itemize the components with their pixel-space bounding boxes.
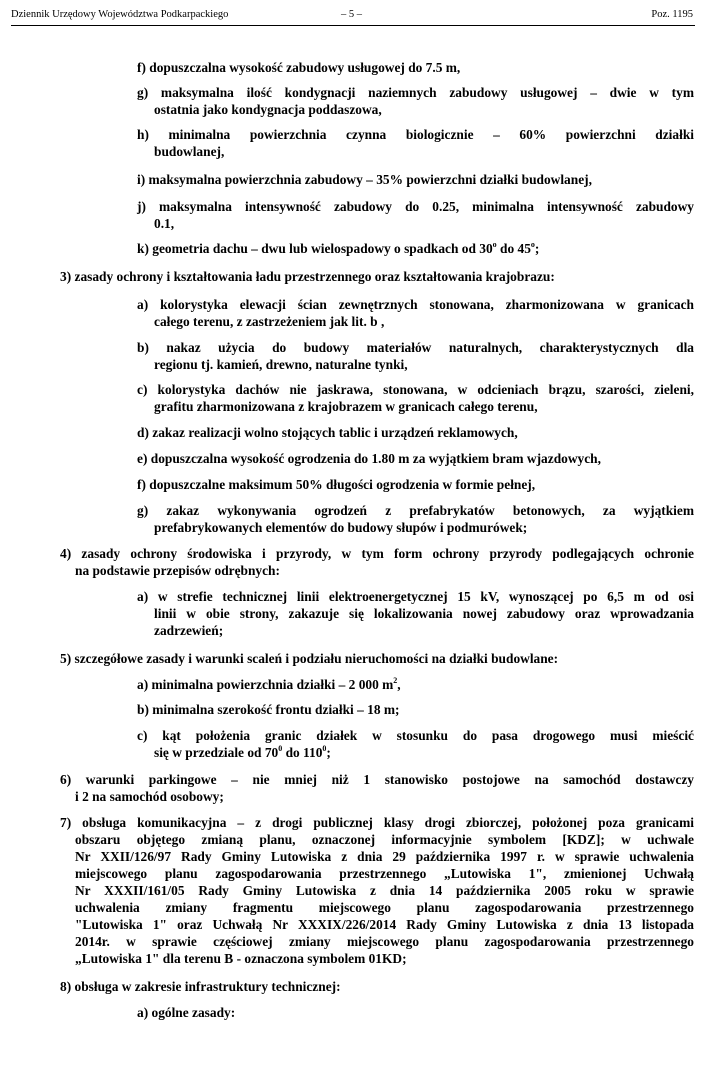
item-3g-prefab: g) zakaz wykonywania ogrodzeń z prefabrykatów betonowych, za wyjątkiem: [137, 503, 694, 518]
section-8-infrastructure: 8) obsługa w zakresie infrastruktury technicznej:: [60, 979, 341, 994]
item-5c-text: się w przedziale od 70: [154, 745, 279, 760]
item-5c-mid: do 110: [282, 745, 323, 760]
section-7-line-9: „Lutowiska 1" dla terenu B - oznaczona symbolem 01KD;: [75, 951, 407, 966]
journal-title: Dziennik Urzędowy Województwa Podkarpackiego: [11, 9, 229, 20]
item-3b-materials-cont: regionu tj. kamień, drewno, naturalne tynki,: [154, 357, 408, 372]
page-number: – 5 –: [341, 9, 362, 20]
section-5-heading: 5) szczegółowe zasady i warunki scaleń i podziału nieruchomości na działki budowlane:: [60, 651, 559, 666]
degree-sup: 0: [322, 744, 327, 753]
section-7-transport: 7) obsługa komunikacyjna – z drogi publicznej klasy drogi zbiorczej, położonej poza granicami: [60, 815, 694, 830]
item-5a-text: a) minimalna powierzchnia działki – 2 000 m: [137, 677, 394, 692]
section-4-heading: 4) zasady ochrony środowiska i przyrody, w tym form ochrony przyrody podlegających ochronie: [60, 546, 694, 561]
item-g-storeys-cont: ostatnia jako kondygnacja poddaszowa,: [154, 102, 382, 117]
section-4-heading-cont: na podstawie przepisów odrębnych:: [75, 563, 280, 578]
section-7-line-4: miejscowego planu zagospodarowania przestrzennego „Lutowiska 1", zmienionej Uchwałą: [75, 866, 694, 881]
item-5c-end: ;: [326, 745, 331, 760]
section-6-parking: 6) warunki parkingowe – nie mniej niż 1 stanowisko postojowe na samochód dostawczy: [60, 772, 694, 787]
item-3a-facade-cont: całego terenu, z zastrzeżeniem jak lit. b ,: [154, 314, 385, 329]
position-number: Poz. 1195: [651, 9, 693, 20]
section-7-line-3: Nr XXII/126/97 Rady Gminy Lutowiska z dnia 29 października 1997 r. w sprawie uchwalenia: [75, 849, 694, 864]
item-3c-roof-color: c) kolorystyka dachów nie jaskrawa, stonowana, w odcieniach brązu, szarości, zieleni,: [137, 382, 694, 397]
section-7-line-5: Nr XXXII/161/05 Rady Gminy Lutowiska z dnia 14 października 2005 roku w sprawie: [75, 883, 694, 898]
item-j-intensity-cont: 0.1,: [154, 216, 175, 231]
item-k-roof-mid: do 45: [496, 241, 531, 256]
item-h-biologic-cont: budowlanej,: [154, 144, 225, 159]
section-7-line-6: uchwalenia zmiany fragmentu miejscowego planu zagospodarowania przestrzennego: [75, 900, 694, 915]
item-3a-facade: a) kolorystyka elewacji ścian zewnętrznych stonowana, zharmonizowana w granicach: [137, 297, 694, 312]
square-sup: 2: [393, 676, 398, 685]
item-3g-prefab-cont: prefabrykowanych elementów do budowy słupów i podmurówek;: [154, 520, 528, 535]
item-j-intensity: j) maksymalna intensywność zabudowy do 0.25, minimalna intensywność zabudowy: [137, 199, 694, 214]
item-i-coverage: i) maksymalna powierzchnia zabudowy – 35% powierzchni działki budowlanej,: [137, 172, 592, 187]
section-6-parking-cont: i 2 na samochód osobowy;: [75, 789, 224, 804]
item-g-storeys: g) maksymalna ilość kondygnacji naziemnych zabudowy usługowej – dwie w tym: [137, 85, 694, 100]
section-3-heading: 3) zasady ochrony i kształtowania ładu przestrzennego oraz kształtowania krajobrazu:: [60, 269, 555, 284]
item-3f-fence-solid: f) dopuszczalne maksimum 50% długości ogrodzenia w formie pełnej,: [137, 477, 536, 492]
item-k-roof: [137, 240, 539, 257]
item-k-roof-end: ;: [534, 241, 540, 256]
item-5a-min-area: [137, 676, 401, 693]
item-k-roof-text: k) geometria dachu – dwu lub wielospadowy o spadkach od 30: [137, 241, 493, 256]
item-f-height: f) dopuszczalna wysokość zabudowy usługowej do 7.5 m,: [137, 60, 461, 75]
item-3b-materials: b) nakaz użycia do budowy materiałów naturalnych, charakterystycznych dla: [137, 340, 694, 355]
section-7-line-2: obszaru objętego zmianą planu, oznaczonej informacyjnie symbolem [KDZ]; w uchwale: [75, 832, 694, 847]
item-4a-power-line-cont: linii w obie strony, zakazuje się lokalizowania nowej zabudowy oraz wprowadzania: [154, 606, 694, 621]
item-4a-power-line: a) w strefie technicznej linii elektroenergetycznej 15 kV, wynoszącej po 6,5 m od osi: [137, 589, 694, 604]
item-3e-fence-height: e) dopuszczalna wysokość ogrodzenia do 1.80 m za wyjątkiem bram wjazdowych,: [137, 451, 601, 466]
page-header: [11, 8, 695, 26]
item-h-biologic: h) minimalna powierzchnia czynna biologicznie – 60% powierzchni działki: [137, 127, 694, 142]
item-4a-power-line-cont2: zadrzewień;: [154, 623, 224, 638]
section-7-line-8: 2014r. w sprawie częściowej zmiany miejscowego planu zagospodarowania przestrzennego: [75, 934, 694, 949]
item-3c-roof-color-cont: grafitu zharmonizowana z krajobrazem w granicach całego terenu,: [154, 399, 538, 414]
item-8a-general-rules: a) ogólne zasady:: [137, 1005, 236, 1020]
item-3d-billboards: d) zakaz realizacji wolno stojących tablic i urządzeń reklamowych,: [137, 425, 518, 440]
item-5c-angle-cont: [154, 744, 331, 761]
item-5b-frontage: b) minimalna szerokość frontu działki – 18 m;: [137, 702, 400, 717]
section-7-line-7: "Lutowiska 1" oraz Uchwałą Nr XXXIX/226/2014 Rady Gminy Lutowiska z dnia 13 listopada: [75, 917, 694, 932]
degree-sup: 0: [278, 744, 283, 753]
degree-sup: o: [530, 240, 535, 249]
degree-sup: o: [492, 240, 497, 249]
item-5c-angle: c) kąt położenia granic działek w stosunku do pasa drogowego musi mieścić: [137, 728, 694, 743]
item-5a-end: ,: [397, 677, 401, 692]
